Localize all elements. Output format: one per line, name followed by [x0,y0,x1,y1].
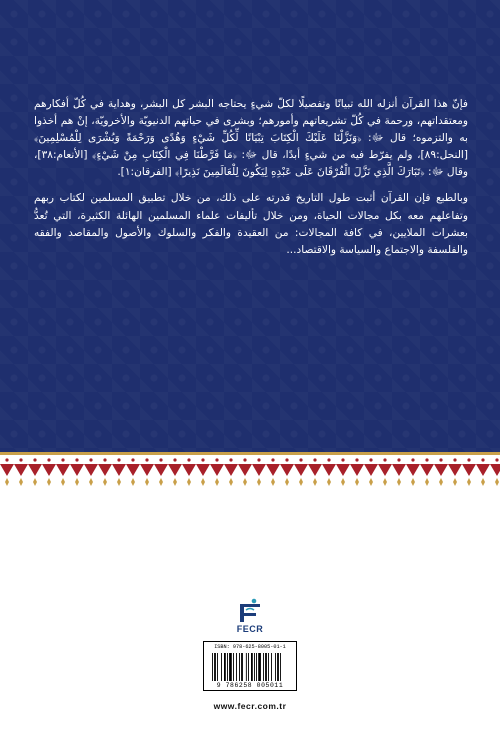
ornamental-border [0,452,500,488]
barcode-number: 9 786258 005011 [216,682,284,689]
publisher-name: FECR [236,624,264,634]
blurb-text [34,96,468,268]
barcode-bars [212,653,290,681]
barcode [203,641,297,691]
isbn-label: ISBN: 978-625-8005-01-1 [214,644,286,650]
blurb-paragraph-2: وبالطبع فإن القرآن أثبت طول التاريخ قدرته على ذلك، من خلال تطبيق المسلمين لكتاب ربهم وتفاعلهم معه بكل مجالات الحياة، ومن خلال تأليفات علماء المسلمين الهائلة الكثيرة، التي تُعدُّ بعشرات الملايين، في كافة المجالات: من العقيدة والفكر والسلوك والأصول والمقاصد والفقه والفلسفة والاجتماع والسياسة والاقتصاد... [34,192,468,256]
publisher-website: www.fecr.com.tr [213,701,287,711]
blurb-paragraph-1: فإنّ هذا القرآن أنزله الله تبيانًا وتفصيلًا لكلّ شيءٍ يحتاجه البشر كل البشر، وهداية في كُلّ أفكارهم ومعتقداتهم، ورحمة في كُلّ تشريعاتهم وأمورهم؛ وبشرى في حياتهم الدنيويّة والأخرويّة، إنْ هم أخذوا به والتزموه؛ قال ﷻ: ﴿وَنَزَّلْنَا عَلَيْكَ الْكِتَابَ تِبْيَانًا لِّكُلِّ شَيْءٍ وَهُدًى وَرَحْمَةً وَبُشْرَى لِلْمُسْلِمِينَ﴾ [النحل:٨٩]، ولم يفرّط فيه من شيءٍ أبدًا، قال ﷻ: ﴿مَا فَرَّطْنَا فِي الْكِتَابِ مِنْ شَيْءٍ﴾ [الأنعام:٣٨]، وقال ﷻ: ﴿تَبَارَكَ الَّذِي نَزَّلَ الْفُرْقَانَ عَلَى عَبْدِهِ لِيَكُونَ لِلْعَالَمِينَ نَذِيرًا﴾ [الفرقان:١]. [34,98,468,179]
